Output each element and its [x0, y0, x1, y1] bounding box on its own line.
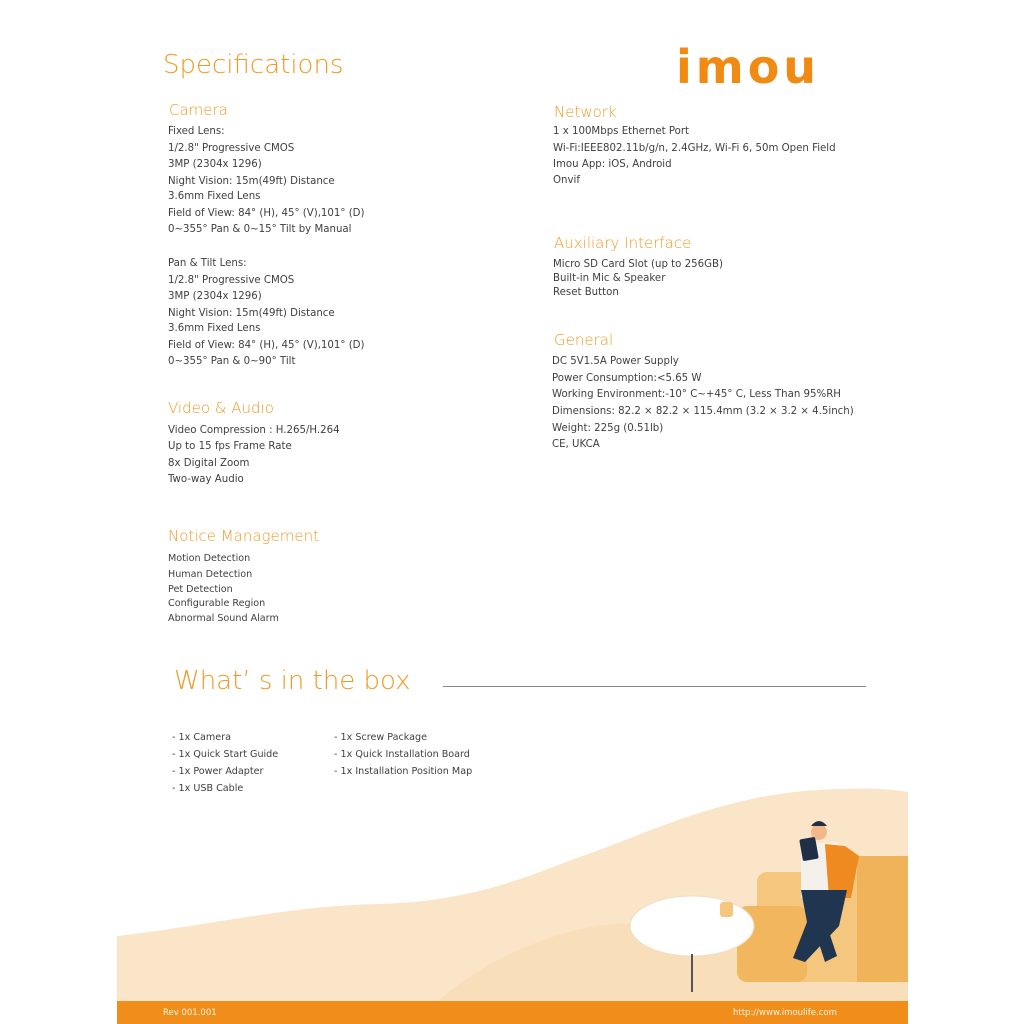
spec-line: Fixed Lens: — [168, 126, 225, 137]
spec-line: Two-way Audio — [168, 474, 244, 485]
page-title: Specifications — [163, 50, 344, 80]
spec-line: Micro SD Card Slot (up to 256GB) — [553, 259, 723, 270]
spec-line: Abnormal Sound Alarm — [168, 613, 279, 624]
spec-line: 3MP (2304x 1296) — [168, 291, 262, 302]
spec-line: Video Compression : H.265/H.264 — [168, 425, 340, 436]
box-item: - 1x USB Cable — [172, 783, 244, 794]
box-item: - 1x Installation Position Map — [334, 766, 473, 777]
spec-line: 0~355° Pan & 0~15° Tilt by Manual — [168, 224, 352, 235]
spec-line: Night Vision: 15m(49ft) Distance — [168, 308, 335, 319]
box-heading: What’ s in the box — [174, 666, 411, 696]
spec-line: 1/2.8" Progressive CMOS — [168, 143, 295, 154]
spec-line: Field of View: 84° (H), 45° (V),101° (D) — [168, 340, 365, 351]
spec-line: 3.6mm Fixed Lens — [168, 323, 261, 334]
spec-line: Built-in Mic & Speaker — [553, 273, 666, 284]
notice-heading: Notice Management — [168, 527, 319, 545]
spec-line: 3.6mm Fixed Lens — [168, 191, 261, 202]
camera-heading: Camera — [169, 101, 228, 119]
box-item: - 1x Quick Installation Board — [334, 749, 470, 760]
auxiliary-heading: Auxiliary Interface — [554, 234, 692, 252]
spec-line: 0~355° Pan & 0~90° Tilt — [168, 356, 296, 367]
spec-line: Wi-Fi:IEEE802.11b/g/n, 2.4GHz, Wi-Fi 6, 50m Open Field — [553, 143, 836, 154]
spec-line: Onvif — [553, 175, 580, 186]
spec-line: Pan & Tilt Lens: — [168, 258, 247, 269]
box-item: - 1x Screw Package — [334, 732, 428, 743]
spec-line: Weight: 225g (0.51lb) — [552, 423, 664, 434]
spec-line: Imou App: iOS, Android — [553, 159, 672, 170]
network-heading: Network — [554, 103, 617, 121]
spec-line: Working Environment:-10° C~+45° C, Less Than 95%RH — [552, 389, 841, 400]
spec-line: Dimensions: 82.2 × 82.2 × 115.4mm (3.2 × 3.2 × 4.5inch) — [552, 406, 854, 417]
revision-label: Rev 001.001 — [163, 1008, 217, 1018]
spec-line: 1/2.8" Progressive CMOS — [168, 275, 295, 286]
divider — [443, 686, 866, 687]
general-heading: General — [554, 331, 614, 349]
spec-line: Configurable Region — [168, 598, 266, 609]
spec-line: Field of View: 84° (H), 45° (V),101° (D) — [168, 208, 365, 219]
video-audio-heading: Video & Audio — [168, 399, 274, 417]
website-link[interactable]: http://www.imoulife.com — [733, 1008, 837, 1018]
spec-line: Reset Button — [553, 287, 619, 298]
spec-line: Night Vision: 15m(49ft) Distance — [168, 176, 335, 187]
box-item: - 1x Quick Start Guide — [172, 749, 279, 760]
spec-line: 1 x 100Mbps Ethernet Port — [553, 126, 690, 137]
box-item: - 1x Camera — [172, 732, 231, 743]
box-item: - 1x Power Adapter — [172, 766, 264, 777]
lifestyle-illustration — [117, 786, 908, 1002]
spec-line: DC 5V1.5A Power Supply — [552, 356, 679, 367]
spec-line: 8x Digital Zoom — [168, 458, 250, 469]
imou-logo: imou — [676, 40, 821, 94]
spec-line: Pet Detection — [168, 584, 233, 595]
spec-line: Up to 15 fps Frame Rate — [168, 441, 292, 452]
spec-line: Motion Detection — [168, 553, 251, 564]
spec-line: Power Consumption:<5.65 W — [552, 373, 702, 384]
spec-line: CE, UKCA — [552, 439, 600, 450]
spec-line: 3MP (2304x 1296) — [168, 159, 262, 170]
spec-line: Human Detection — [168, 569, 253, 580]
